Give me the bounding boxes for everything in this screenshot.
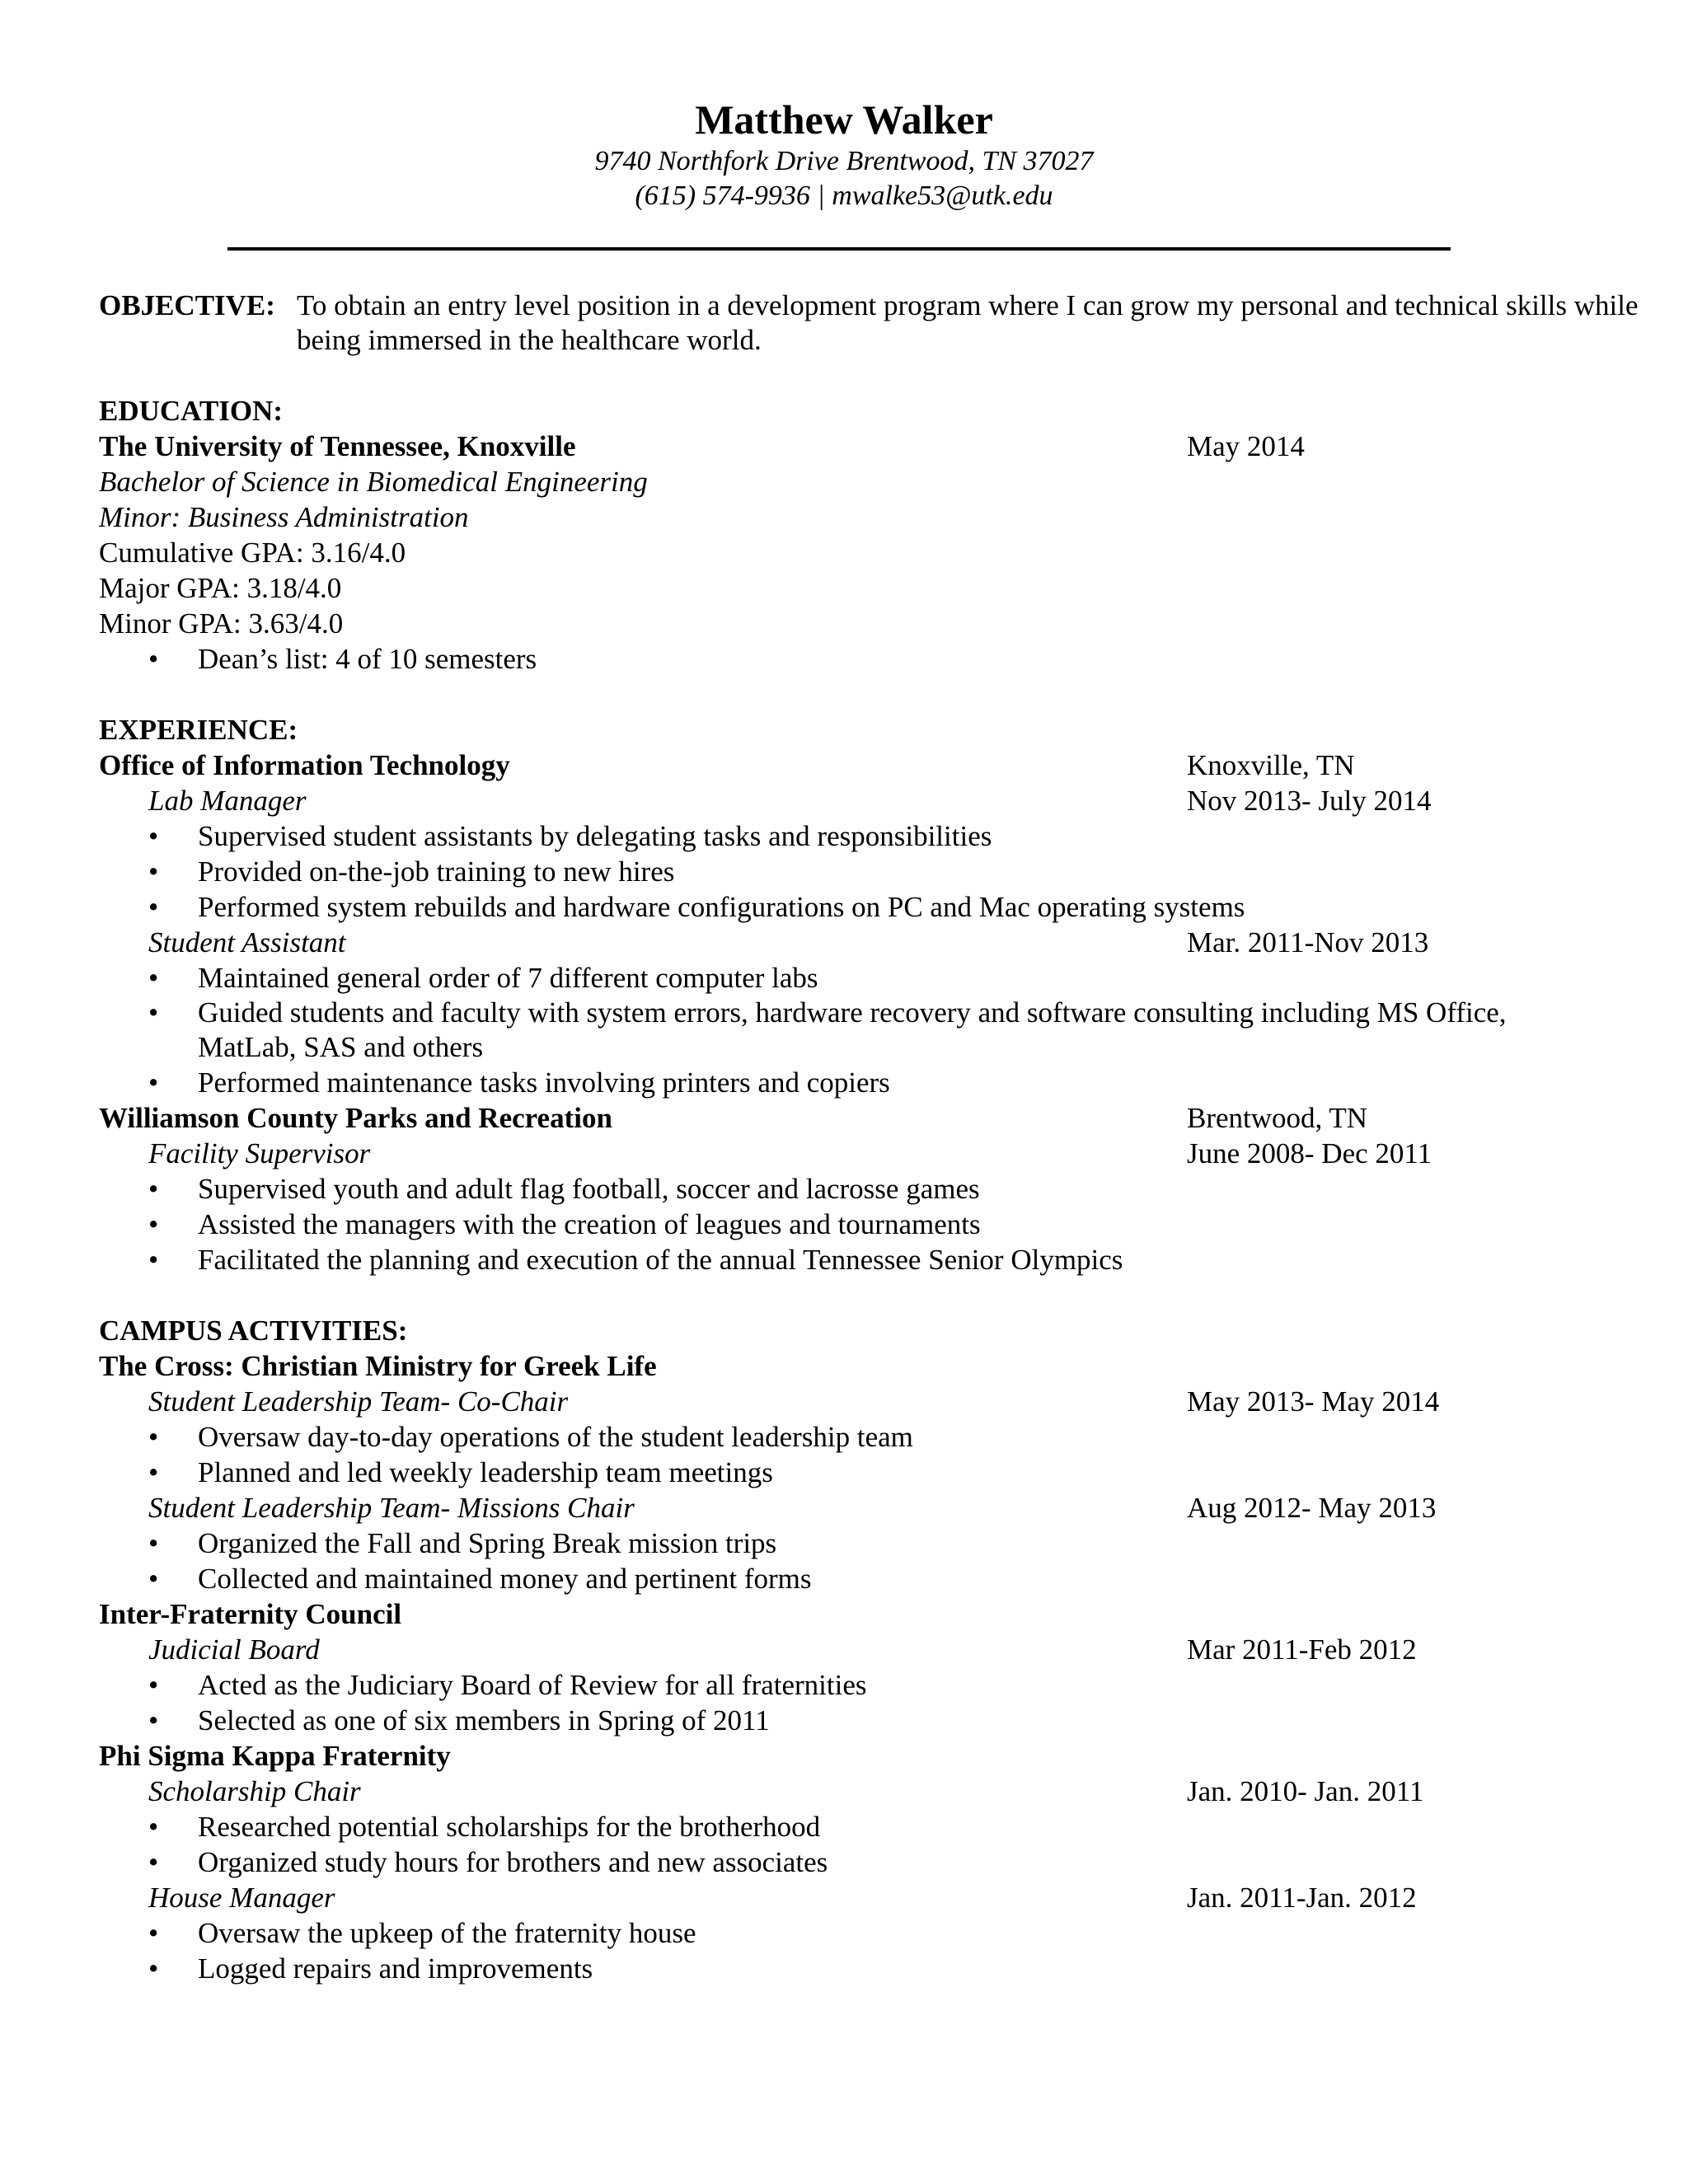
oit-date2: Mar. 2011-Nov 2013 [1187, 926, 1429, 958]
address-line: 9740 Northfork Drive Brentwood, TN 37027 [594, 146, 1094, 176]
list-item: • Performed system rebuilds and hardware configurations on PC and Mac operating systems [148, 891, 1245, 923]
list-item: • Assisted the managers with the creation of leagues and tournaments [148, 1208, 981, 1240]
psk-role1-row [99, 1774, 1582, 1809]
wcpr-org-row [99, 1100, 1582, 1136]
wcpr-bullets [99, 1171, 1582, 1277]
psk-role2-row [99, 1880, 1582, 1915]
cross-role1: Student Leadership Team- Co-Chair [148, 1385, 569, 1418]
experience-heading: EXPERIENCE: [99, 714, 298, 746]
wcpr-role: Facility Supervisor [148, 1137, 371, 1169]
cross-role2-bullets [99, 1526, 1582, 1596]
oit-role1-bullets [99, 818, 1582, 925]
school-name: The University of Tennessee, Knoxville [99, 430, 576, 462]
oit-role2-row [99, 925, 1582, 960]
bullet-icon: • [148, 1811, 159, 1843]
list-item: • Oversaw day-to-day operations of the student leadership team [148, 1421, 913, 1453]
education-bullets [99, 641, 1582, 677]
psk-date1: Jan. 2010- Jan. 2011 [1187, 1775, 1424, 1807]
cross-role2-row [99, 1490, 1582, 1526]
psk-role2-bullets [99, 1915, 1582, 1986]
cross-org-name: The Cross: Christian Ministry for Greek Life [99, 1350, 657, 1382]
cross-date2: Aug 2012- May 2013 [1187, 1492, 1437, 1524]
bullet-icon: • [148, 1917, 159, 1949]
list-item: • Dean’s list: 4 of 10 semesters [148, 643, 537, 675]
list-item: • Organized the Fall and Spring Break mission trips [148, 1527, 777, 1559]
oit-date1: Nov 2013- July 2014 [1187, 785, 1432, 817]
list-item: • Selected as one of six members in Spring of 2011 [148, 1704, 770, 1736]
education-school-row [99, 429, 1582, 464]
objective-text: To obtain an entry level position in a development program where I can grow my personal and technical skills while being immersed in the healthcare world. [297, 289, 1639, 356]
psk-role1: Scholarship Chair [148, 1775, 361, 1807]
oit-role1-row [99, 783, 1582, 818]
gpa-major: Major GPA: 3.18/4.0 [99, 572, 342, 604]
list-item: • Acted as the Judiciary Board of Review for all fraternities [148, 1669, 867, 1701]
list-item: • Planned and led weekly leadership team meetings [148, 1456, 773, 1488]
list-item: • Researched potential scholarships for the brotherhood [148, 1811, 821, 1843]
wcpr-date: June 2008- Dec 2011 [1187, 1137, 1432, 1169]
psk-org-row [99, 1738, 1582, 1774]
bullet-icon: • [148, 820, 159, 852]
bullet-icon: • [148, 855, 159, 888]
objective-label: OBJECTIVE: [99, 289, 275, 321]
cross-role2: Student Leadership Team- Missions Chair [148, 1492, 635, 1524]
bullet-icon: • [148, 1527, 159, 1559]
bullet-icon: • [148, 1456, 159, 1488]
bullet-icon: • [148, 1952, 159, 1985]
objective-section [99, 288, 1681, 358]
degree: Bachelor of Science in Biomedical Engineering [99, 466, 648, 498]
resume-body [99, 288, 1639, 1986]
campus-heading: CAMPUS ACTIVITIES: [99, 1315, 408, 1347]
oit-role2-bullets [99, 960, 1582, 1100]
bullet-icon: • [148, 891, 159, 923]
header-divider [227, 247, 1451, 251]
ifc-date: Mar 2011-Feb 2012 [1187, 1633, 1417, 1666]
bullet-icon: • [148, 1669, 159, 1701]
bullet-icon: • [148, 962, 159, 994]
cross-role1-bullets [99, 1419, 1582, 1490]
list-item: • Facilitated the planning and execution of the annual Tennessee Senior Olympics [148, 1244, 1123, 1276]
list-item: • Guided students and faculty with system errors, hardware recovery and software consulting including MS Office, MatLab, SAS and others [148, 996, 1507, 1063]
bullet-icon: • [148, 1704, 159, 1736]
ifc-role-row [99, 1632, 1582, 1667]
gpa-minor: Minor GPA: 3.63/4.0 [99, 607, 344, 640]
ifc-bullets [99, 1667, 1582, 1738]
graduation-date: May 2014 [1187, 430, 1305, 462]
oit-role2: Student Assistant [148, 926, 346, 958]
minor: Minor: Business Administration [99, 501, 469, 533]
resume-header [0, 95, 1688, 213]
psk-org-name: Phi Sigma Kappa Fraternity [99, 1740, 451, 1772]
wcpr-role-row [99, 1136, 1582, 1171]
bullet-icon: • [148, 1066, 159, 1099]
bullet-icon: • [148, 643, 159, 675]
wcpr-location: Brentwood, TN [1187, 1102, 1368, 1134]
bullet-icon: • [148, 1421, 159, 1453]
psk-role2: House Manager [148, 1882, 335, 1914]
oit-location: Knoxville, TN [1187, 749, 1355, 781]
education-heading: EDUCATION: [99, 395, 283, 427]
ifc-role: Judicial Board [148, 1633, 320, 1666]
psk-role1-bullets [99, 1809, 1582, 1880]
bullet-icon: • [148, 1244, 159, 1276]
oit-org-row [99, 748, 1582, 783]
psk-date2: Jan. 2011-Jan. 2012 [1187, 1882, 1417, 1914]
oit-org-name: Office of Information Technology [99, 749, 510, 781]
bullet-icon: • [148, 1208, 159, 1240]
bullet-icon: • [148, 1563, 159, 1595]
cross-org-row [99, 1348, 1582, 1384]
ifc-org-row [99, 1596, 1582, 1632]
contact-line: (615) 574-9936 | mwalke53@utk.edu [635, 180, 1053, 211]
applicant-name: Matthew Walker [695, 96, 993, 143]
gpa-cumulative: Cumulative GPA: 3.16/4.0 [99, 537, 406, 569]
list-item: • Maintained general order of 7 different computer labs [148, 962, 818, 994]
bullet-icon: • [148, 996, 159, 1029]
bullet-icon: • [148, 1846, 159, 1878]
cross-role1-row [99, 1384, 1582, 1419]
cross-date1: May 2013- May 2014 [1187, 1385, 1440, 1418]
wcpr-org-name: Williamson County Parks and Recreation [99, 1102, 612, 1134]
list-item: • Logged repairs and improvements [148, 1952, 593, 1985]
list-item: • Oversaw the upkeep of the fraternity house [148, 1917, 696, 1949]
oit-role1: Lab Manager [148, 785, 307, 817]
ifc-org-name: Inter-Fraternity Council [99, 1598, 402, 1630]
list-item: • Supervised youth and adult flag football, soccer and lacrosse games [148, 1173, 980, 1205]
list-item: • Organized study hours for brothers and new associates [148, 1846, 828, 1878]
list-item: • Collected and maintained money and pertinent forms [148, 1563, 812, 1595]
list-item: • Provided on-the-job training to new hires [148, 855, 675, 888]
bullet-icon: • [148, 1173, 159, 1205]
list-item: • Supervised student assistants by delegating tasks and responsibilities [148, 820, 992, 852]
list-item: • Performed maintenance tasks involving printers and copiers [148, 1066, 890, 1099]
